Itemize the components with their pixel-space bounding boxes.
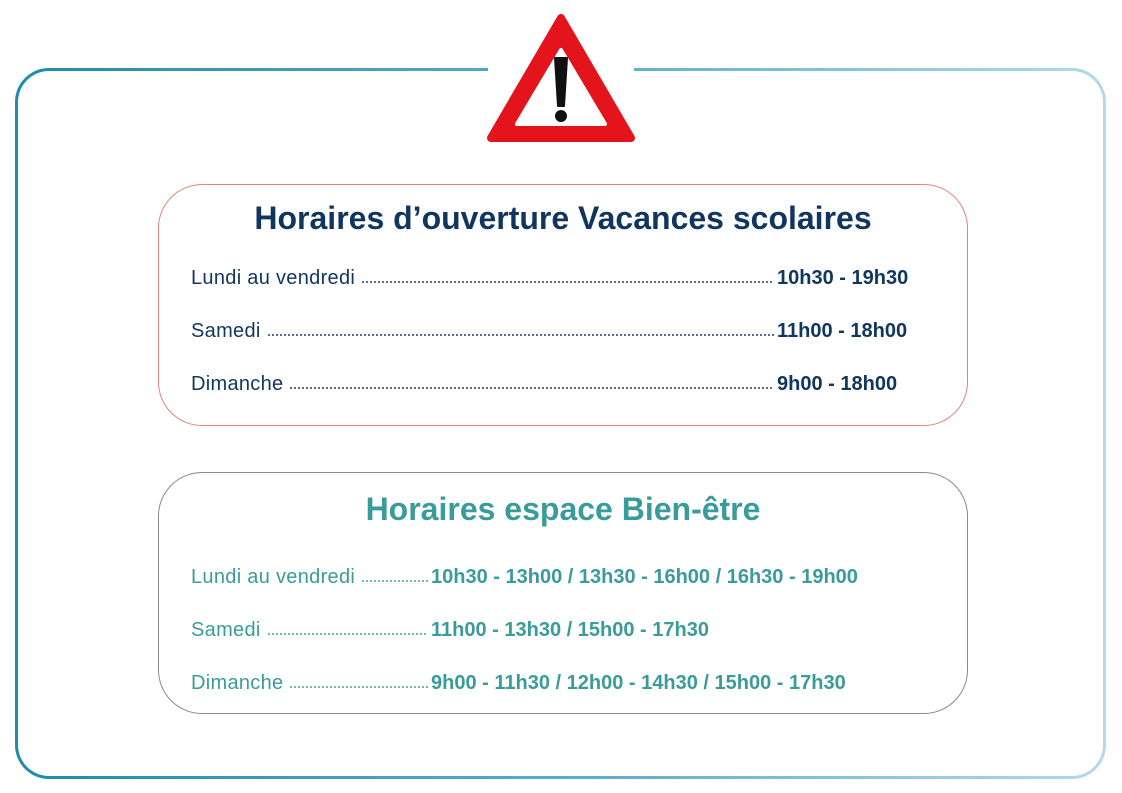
holiday-day-label: Samedi [191,320,261,342]
holiday-row-saturday [191,320,927,343]
holiday-day-label: Lundi au vendredi [191,267,356,289]
wellness-hours-value: 10h30 - 13h00 / 13h30 - 16h00 / 16h30 - 19h00 [431,566,858,588]
wellness-day-label: Samedi [191,619,261,641]
holiday-row-weekdays [191,267,927,290]
dot-leader [267,632,428,636]
holiday-row-sunday [191,373,927,396]
dot-leader [267,333,774,337]
wellness-hours-value: 9h00 - 11h30 / 12h00 - 14h30 / 15h00 - 17h30 [431,672,846,694]
wellness-row-saturday [191,619,931,642]
wellness-row-weekdays [191,566,931,589]
wellness-day-label: Lundi au vendredi [191,566,356,588]
dot-leader [289,386,774,390]
holiday-hours-card [158,184,968,426]
wellness-hours-title: Horaires espace Bien-être [365,491,761,527]
warning-triangle-icon [485,12,637,146]
wellness-hours-card [158,472,968,714]
holiday-hours-title: Horaires d’ouverture Vacances scolaires [254,200,872,236]
holiday-day-label: Dimanche [191,373,284,395]
holiday-hours-value: 10h30 - 19h30 [777,267,909,289]
dot-leader [361,280,774,284]
holiday-hours-value: 11h00 - 18h00 [777,320,908,342]
dot-leader [289,685,428,689]
wellness-day-label: Dimanche [191,672,284,694]
holiday-hours-value: 9h00 - 18h00 [777,373,898,395]
dot-leader [361,579,428,583]
wellness-row-sunday [191,672,931,695]
wellness-hours-value: 11h00 - 13h30 / 15h00 - 17h30 [431,619,709,641]
